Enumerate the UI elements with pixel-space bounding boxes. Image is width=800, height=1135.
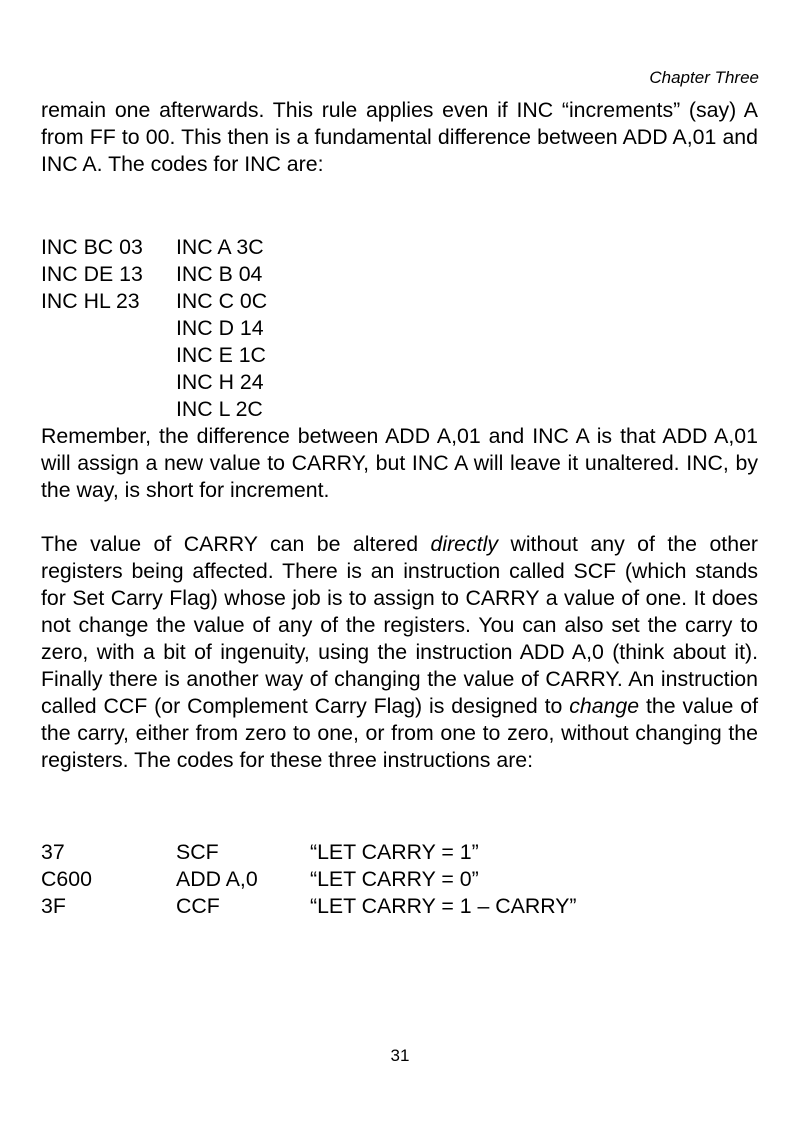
inc-single-code: INC A 3C	[176, 235, 264, 259]
inc-single-code: INC H 24	[176, 370, 264, 394]
emphasis-change: change	[569, 694, 640, 718]
inc-pair-code: INC HL 23	[41, 289, 140, 313]
inc-pair-code: INC BC 03	[41, 235, 143, 259]
mnemonic: ADD A,0	[176, 867, 258, 891]
meaning: “LET CARRY = 1”	[310, 840, 479, 864]
inc-pair-code: INC DE 13	[41, 262, 143, 286]
inc-single-code: INC E 1C	[176, 343, 266, 367]
chapter-header: Chapter Three	[649, 68, 759, 87]
carry-text-part: without any of the other registers being affected. There is an instruction called SCF (which stands for Set Carry Flag) whose job is to assign to CARRY a value of one. It does not change the value of any of the registers. You can also set the carry to zero, with a bit of ingenuity, using the instruction ADD A,0 (think about it). Finally there is another way of changing the value of CARRY. An instruction called CCF (or Complement Carry Flag) is designed to	[41, 532, 759, 718]
paragraph-carry-text	[41, 531, 758, 774]
inc-single-code: INC C 0C	[176, 289, 268, 313]
mnemonic: CCF	[176, 894, 220, 918]
paragraph-intro	[41, 97, 758, 178]
inc-single-code: INC L 2C	[176, 397, 263, 421]
carry-text-part: the value of the carry, either from zero to one, or from one to zero, without changing the registers. The codes for these three instructions are:	[41, 694, 758, 772]
opcode: 37	[41, 840, 65, 864]
page-number: 31	[390, 1046, 410, 1065]
carry-text-part: The value of CARRY can be altered	[41, 532, 431, 556]
inc-single-code: INC D 14	[176, 316, 264, 340]
opcode: C600	[41, 867, 92, 891]
paragraph-intro-text: remain one afterwards. This rule applies even if INC “increments” (say) A from FF to 00. This then is a fundamental difference between ADD A,01 and INC A. The codes for INC are:	[41, 98, 758, 176]
meaning: “LET CARRY = 0”	[310, 867, 479, 891]
paragraph-remember	[41, 423, 758, 504]
mnemonic: SCF	[176, 840, 219, 864]
opcode: 3F	[41, 894, 66, 918]
meaning: “LET CARRY = 1 – CARRY”	[310, 894, 577, 918]
paragraph-remember-text: Remember, the difference between ADD A,01 and INC A is that ADD A,01 will assign a new value to CARRY, but INC A will leave it unaltered. INC, by the way, is short for increment.	[41, 424, 758, 502]
paragraph-carry	[41, 531, 758, 774]
emphasis-directly: directly	[430, 532, 498, 556]
inc-single-code: INC B 04	[176, 262, 263, 286]
